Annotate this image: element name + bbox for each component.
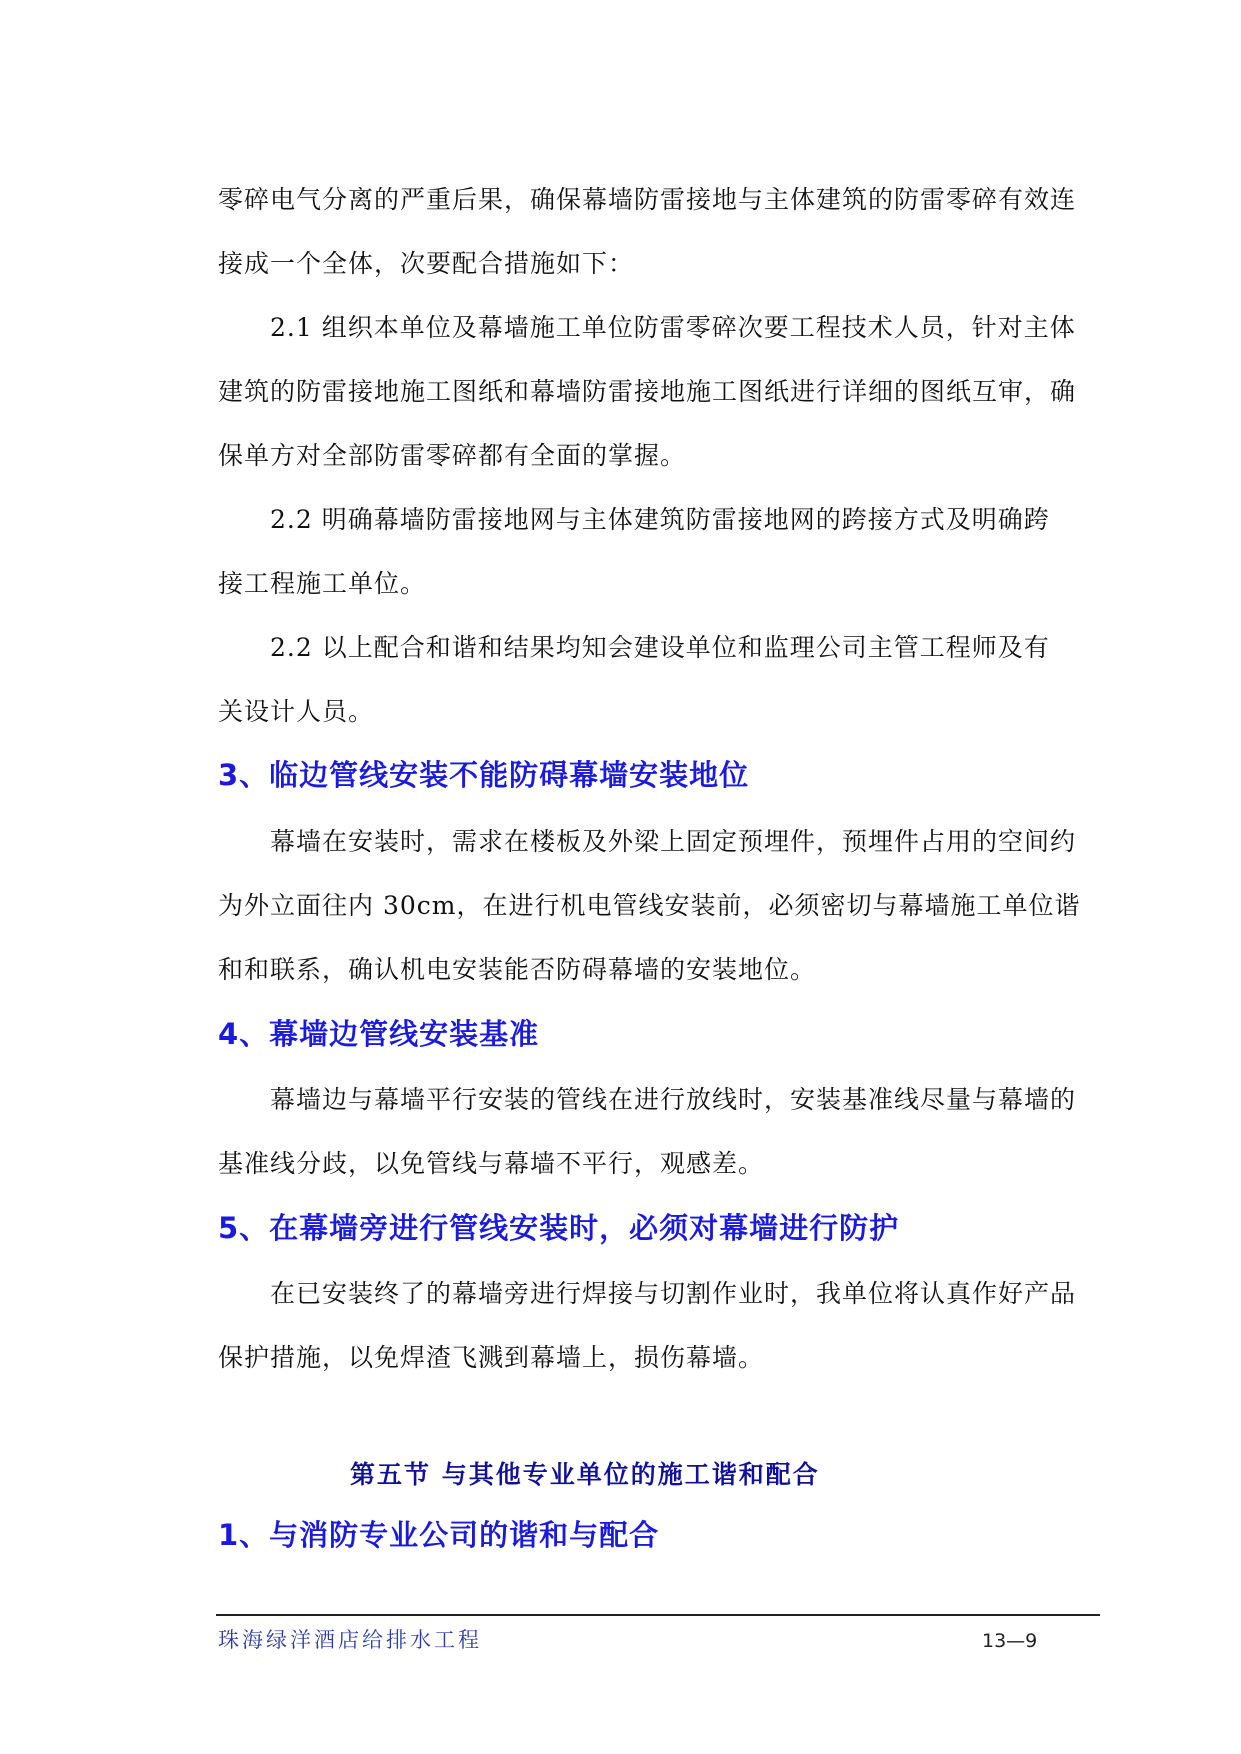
body-line: 和和联系，确认机电安装能否防碍幕墙的安装地位。 [218,955,817,984]
body-line: 幕墙边与幕墙平行安装的管线在进行放线时，安装基准线尽量与幕墙的 [270,1085,1077,1114]
body-line: 2.2 明确幕墙防雷接地网与主体建筑防雷接地网的跨接方式及明确跨 [270,505,1050,534]
body-line: 2.1 组织本单位及幕墙施工单位防雷零碎次要工程技术人员，针对主体 [270,313,1076,342]
section-heading-5: 5、在幕墙旁进行管线安装时，必须对幕墙进行防护 [218,1211,900,1245]
body-line: 建筑的防雷接地施工图纸和幕墙防雷接地施工图纸进行详细的图纸互审，确 [218,377,1077,406]
section-heading-1: 1、与消防专业公司的谐和与配合 [218,1518,660,1552]
body-line: 零碎电气分离的严重后果，确保幕墙防雷接地与主体建筑的防雷零碎有效连 [218,185,1077,214]
chapter-section-title: 第五节 与其他专业单位的施工谐和配合 [350,1460,820,1489]
body-line: 在已安装终了的幕墙旁进行焊接与切割作业时，我单位将认真作好产品 [270,1279,1077,1308]
body-line: 为外立面往内 30cm，在进行机电管线安装前，必须密切与幕墙施工单位谐 [218,891,1081,920]
section-heading-4: 4、幕墙边管线安装基准 [218,1017,540,1051]
body-line: 基准线分歧，以免管线与幕墙不平行，观感差。 [218,1149,765,1178]
body-line: 接成一个全体，次要配合措施如下： [218,249,635,278]
body-line: 保单方对全部防雷零碎都有全面的掌握。 [218,441,687,470]
body-line: 关设计人员。 [218,697,375,726]
footer-page-number: 13—9 [982,1630,1038,1652]
body-line: 幕墙在安装时，需求在楼板及外梁上固定预埋件，预埋件占用的空间约 [270,827,1077,856]
section-heading-3: 3、临边管线安装不能防碍幕墙安装地位 [218,758,750,792]
body-line: 2.2 以上配合和谐和结果均知会建设单位和监理公司主管工程师及有 [270,633,1050,662]
body-line: 接工程施工单位。 [218,569,427,598]
footer-divider [216,1614,1100,1616]
body-line: 保护措施，以免焊渣飞溅到幕墙上，损伤幕墙。 [218,1343,765,1372]
footer-project-name: 珠海绿洋酒店给排水工程 [218,1628,482,1652]
